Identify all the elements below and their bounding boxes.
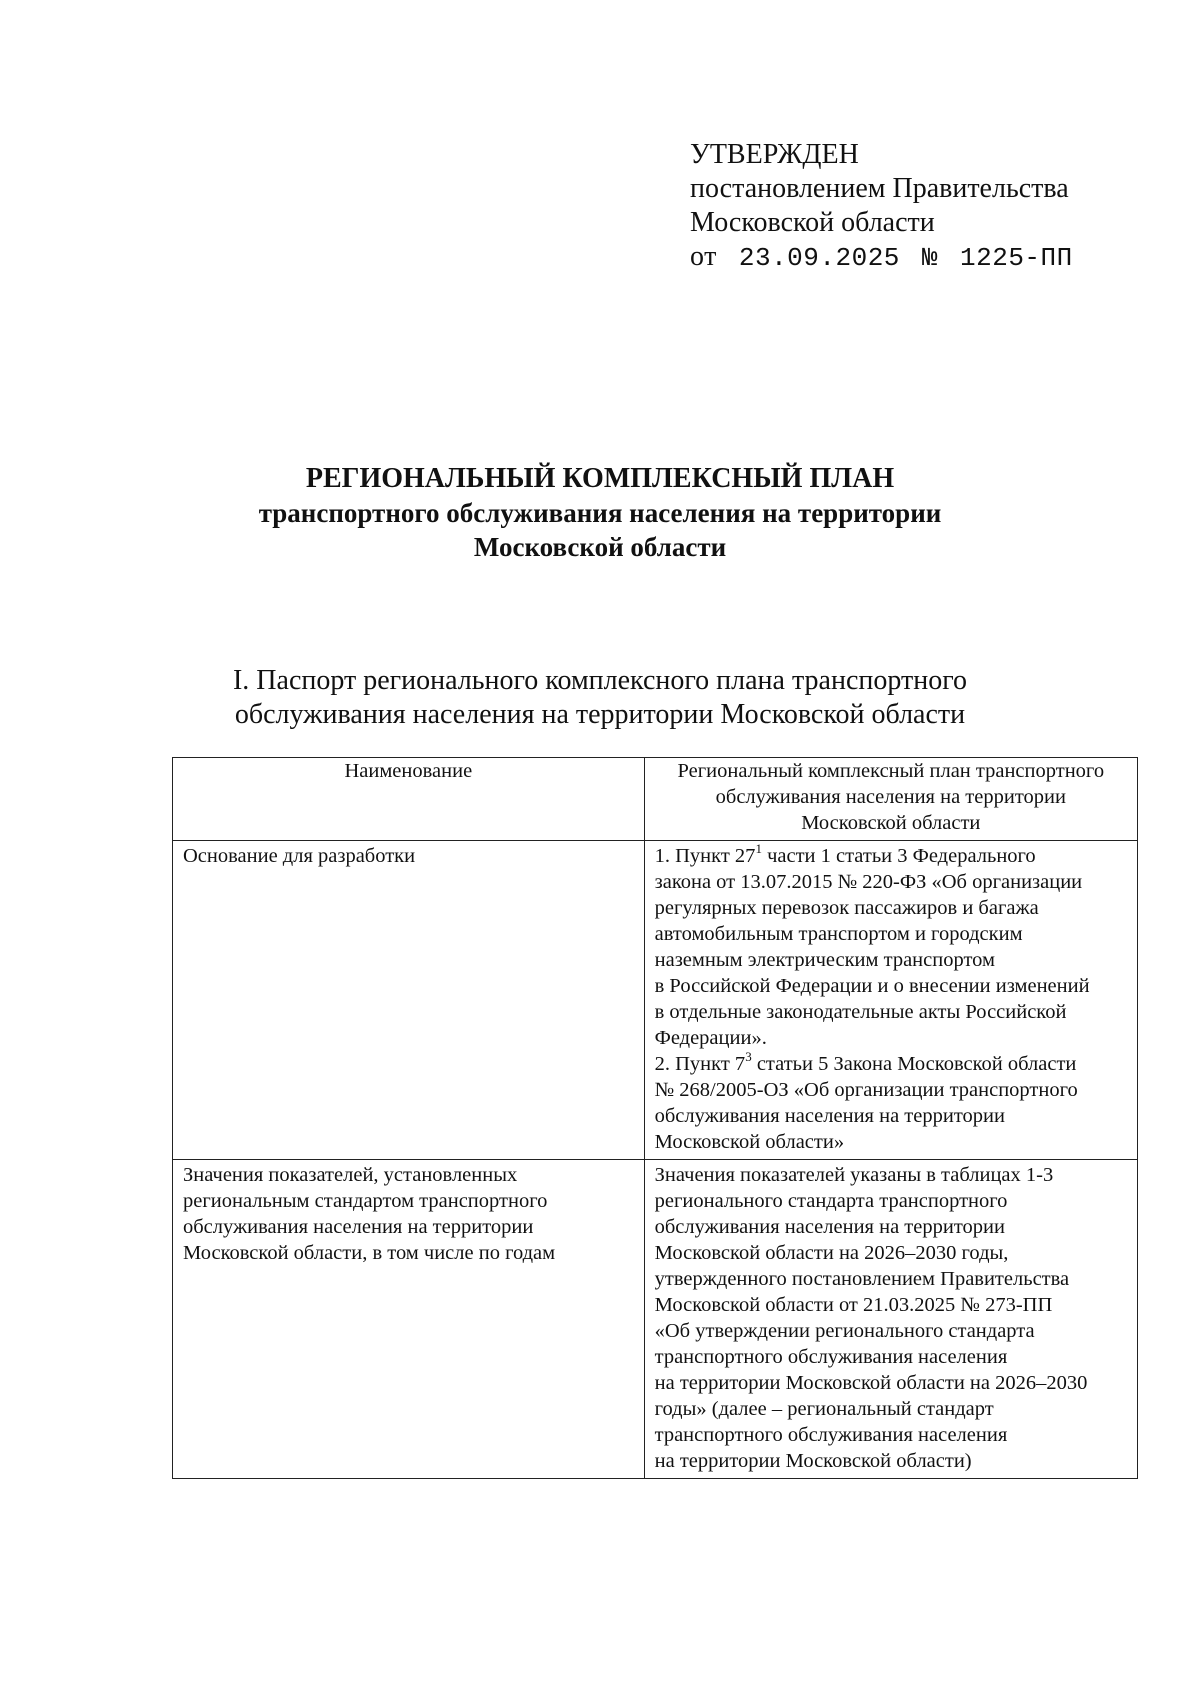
value-line: обслуживания населения на территории <box>654 1216 1005 1238</box>
value-line: годы» (далее – региональный стандарт <box>654 1398 994 1420</box>
value-line: на территории Московской области на 2026–2030 <box>654 1372 1088 1394</box>
approval-date: 23.09.2025 <box>738 243 900 273</box>
row-name-cell <box>173 1160 645 1479</box>
basis-item-text: части 1 статьи 3 Федерального <box>761 845 1036 867</box>
value-line: утвержденного постановлением Правительства <box>654 1268 1070 1290</box>
number-sign: № <box>921 243 939 273</box>
superscript: 3 <box>745 1049 752 1064</box>
table-header-row <box>173 758 1138 841</box>
value-line: транспортного обслуживания населения <box>654 1346 1008 1368</box>
title-line: Московской области <box>473 532 727 562</box>
superscript: 1 <box>755 841 762 856</box>
row-name-line: Московской области, в том числе по годам <box>183 1242 556 1264</box>
basis-line: обслуживания населения на территории <box>654 1105 1005 1127</box>
approval-date-line <box>690 240 1073 275</box>
basis-line: в отдельные законодательные акты Российской <box>654 1001 1067 1023</box>
basis-line: № 268/2005-ОЗ «Об организации транспортного <box>654 1079 1078 1101</box>
basis-line: наземным электрическим транспортом <box>654 949 995 971</box>
passport-table <box>172 757 1138 1479</box>
row-value-cell <box>644 1160 1137 1479</box>
approval-line: постановлением Правительства <box>690 173 1069 204</box>
value-line: на территории Московской области) <box>654 1450 972 1472</box>
basis-line: Московской области» <box>654 1131 845 1153</box>
value-line: Московской области от 21.03.2025 № 273-ПП <box>654 1294 1053 1316</box>
row-name-cell <box>173 841 645 1160</box>
header-cell-value <box>644 758 1137 841</box>
basis-item-text: 2. Пункт 7 <box>654 1053 746 1075</box>
header-value-line: Московской области <box>801 812 981 834</box>
value-line: Московской области на 2026–2030 годы, <box>654 1242 1009 1264</box>
document-title <box>0 462 1200 564</box>
approval-stamp <box>690 138 1073 275</box>
header-cell-name <box>173 758 645 841</box>
approval-heading: УТВЕРЖДЕН <box>690 139 859 170</box>
basis-item-text: статьи 5 Закона Московской области <box>751 1053 1077 1075</box>
title-line: РЕГИОНАЛЬНЫЙ КОМПЛЕКСНЫЙ ПЛАН <box>305 463 895 494</box>
basis-item-2 <box>655 1051 1127 1077</box>
section-heading-line: обслуживания населения на территории Московской области <box>234 699 966 730</box>
title-line: транспортного обслуживания населения на территории <box>258 498 942 528</box>
row-value-cell <box>644 841 1137 1160</box>
value-line: регионального стандарта транспортного <box>654 1190 1008 1212</box>
basis-line: Федерации». <box>654 1027 767 1049</box>
section-heading-line: I. Паспорт регионального комплексного плана транспортного <box>232 665 967 696</box>
basis-item-1 <box>655 843 1127 869</box>
basis-line: автомобильным транспортом и городским <box>654 923 1023 945</box>
basis-line: закона от 13.07.2015 № 220-ФЗ «Об организации <box>654 871 1083 893</box>
basis-line: регулярных перевозок пассажиров и багажа <box>654 897 1039 919</box>
table-row <box>173 1160 1138 1479</box>
value-line: «Об утверждении регионального стандарта <box>654 1320 1035 1342</box>
row-name-text: Основание для разработки <box>183 845 416 867</box>
basis-line: в Российской Федерации и о внесении изменений <box>654 975 1090 997</box>
row-name-line: Значения показателей, установленных <box>183 1164 518 1186</box>
header-name-text: Наименование <box>344 760 473 782</box>
section-heading <box>0 664 1200 732</box>
date-prefix: от <box>690 241 717 272</box>
basis-item-text: 1. Пункт 27 <box>654 845 756 867</box>
row-name-line: обслуживания населения на территории <box>183 1216 534 1238</box>
table-row <box>173 841 1138 1160</box>
header-value-line: Региональный комплексный план транспортного <box>677 760 1105 782</box>
value-line: Значения показателей указаны в таблицах 1-3 <box>654 1164 1054 1186</box>
row-name-line: региональным стандартом транспортного <box>183 1190 548 1212</box>
approval-number: 1225-ПП <box>960 243 1073 273</box>
approval-line: Московской области <box>690 207 935 238</box>
header-value-line: обслуживания населения на территории <box>715 786 1066 808</box>
value-line: транспортного обслуживания населения <box>654 1424 1008 1446</box>
